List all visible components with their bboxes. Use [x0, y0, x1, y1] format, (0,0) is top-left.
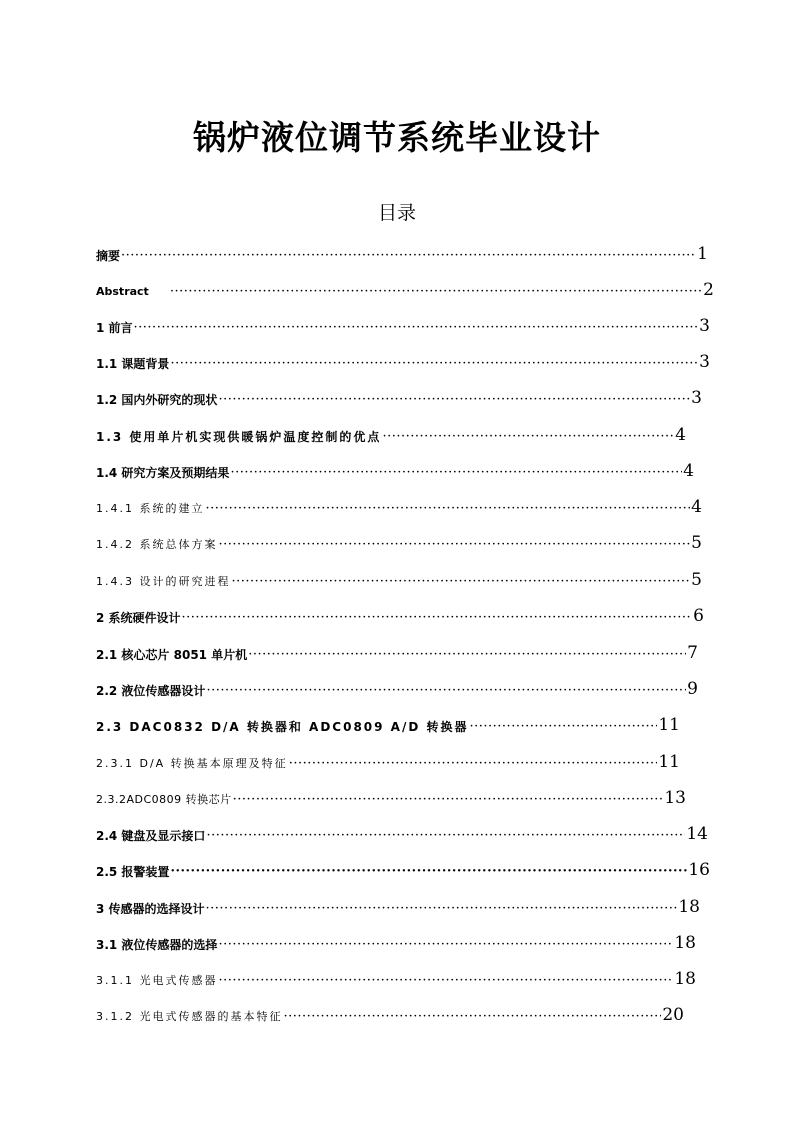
toc-entry-page: 3	[699, 352, 710, 372]
toc-entry[interactable]	[96, 566, 702, 590]
toc-leader	[170, 284, 702, 300]
toc-entry-page: 11	[658, 715, 680, 735]
toc-entry-page: 4	[675, 425, 686, 445]
toc-entry-label: 2.2 液位传感器设计	[96, 684, 206, 698]
toc-entry-label: 2.3 DAC0832 D/A 转换器和 ADC0809 A/D 转换器	[96, 720, 469, 734]
toc-entry-page: 13	[664, 788, 686, 808]
toc-entry-page: 3	[691, 388, 702, 408]
toc-entry-label: 1.4.3 设计的研究进程	[96, 575, 231, 588]
toc-entry[interactable]	[96, 493, 702, 517]
toc-leader	[170, 864, 687, 880]
toc-entry-label: 1.3 使用单片机实现供暖锅炉温度控制的优点	[96, 430, 382, 444]
toc-entry-label: 1.4 研究方案及预期结果	[96, 466, 230, 480]
toc-entry-label: 2.5 报警装置	[96, 865, 170, 879]
toc-entry-label: 3.1.1 光电式传感器	[96, 974, 218, 987]
toc-entry-label: 3.1 液位传感器的选择	[96, 938, 218, 952]
toc-leader	[170, 356, 698, 372]
toc-entry-label: 2.3.2ADC0809 转换芯片	[96, 793, 232, 806]
toc-leader	[470, 719, 658, 735]
toc-entry[interactable]	[96, 421, 686, 445]
toc-entry[interactable]	[96, 965, 696, 989]
toc-entry-page: 3	[699, 316, 710, 336]
toc-entry-label: 2.1 核心芯片 8051 单片机	[96, 648, 248, 662]
toc-leader	[248, 647, 686, 663]
toc-entry-page: 7	[687, 643, 698, 663]
toc-leader	[206, 828, 685, 844]
toc-leader	[219, 973, 674, 989]
toc-entry[interactable]	[96, 893, 700, 917]
toc-entry-page: 14	[686, 824, 708, 844]
toc-entry-label: 2.3.1 D/A 转换基本原理及特征	[96, 757, 288, 770]
toc-entry-label: 摘要	[96, 249, 121, 263]
toc-leader	[218, 937, 673, 953]
toc-entry-page: 4	[683, 461, 694, 481]
toc-entry-page: 18	[674, 933, 696, 953]
toc-entry[interactable]	[96, 384, 702, 408]
toc-entry-label: 3 传感器的选择设计	[96, 902, 205, 916]
toc-leader	[206, 501, 691, 517]
toc-entry[interactable]	[96, 312, 710, 336]
toc-entry[interactable]	[96, 675, 698, 699]
toc-entry[interactable]	[96, 529, 702, 553]
toc-entry-page: 20	[662, 1005, 684, 1025]
toc-leader	[233, 792, 664, 808]
toc-entry[interactable]	[96, 276, 714, 300]
toc-entry[interactable]	[96, 784, 686, 808]
toc-entry[interactable]	[96, 711, 680, 735]
toc-entry-label: 1 前言	[96, 321, 133, 335]
toc-leader	[284, 1009, 662, 1025]
toc-entry-page: 2	[703, 280, 714, 300]
toc-entry-label: 1.4.1 系统的建立	[96, 502, 205, 515]
toc-entry-page: 1	[697, 244, 708, 264]
toc-entry-page: 5	[691, 570, 702, 590]
toc-leader	[218, 392, 690, 408]
toc-entry-label: Abstract	[96, 285, 149, 298]
toc-leader	[289, 756, 658, 772]
toc-entry[interactable]	[96, 929, 696, 953]
toc-entry[interactable]	[96, 856, 710, 880]
toc-leader	[382, 429, 674, 445]
toc-leader	[206, 683, 686, 699]
toc-entry-label: 1.1 课题背景	[96, 357, 170, 371]
toc-entry[interactable]	[96, 748, 680, 772]
toc-entry-page: 4	[691, 497, 702, 517]
toc-entry-label: 3.1.2 光电式传感器的基本特征	[96, 1010, 283, 1023]
toc-leader	[219, 537, 691, 553]
toc-entry-page: 11	[658, 752, 680, 772]
toc-entry-page: 18	[678, 897, 700, 917]
toc-leader	[232, 574, 691, 590]
toc-leader	[182, 610, 693, 626]
toc-leader	[134, 320, 699, 336]
toc-entry[interactable]	[96, 457, 694, 481]
toc-entry-page: 9	[687, 679, 698, 699]
toc-heading: 目录	[377, 202, 416, 224]
toc-entry[interactable]	[96, 820, 708, 844]
toc-entry[interactable]	[96, 240, 708, 264]
toc-entry[interactable]	[96, 639, 698, 663]
toc-entry-label: 1.2 国内外研究的现状	[96, 393, 218, 407]
toc-entry[interactable]	[96, 602, 704, 626]
toc-leader	[230, 465, 682, 481]
toc-leader	[206, 901, 678, 917]
toc-entry[interactable]	[96, 1001, 684, 1025]
toc-entry-label: 1.4.2 系统总体方案	[96, 538, 218, 551]
toc-entry-label: 2 系统硬件设计	[96, 611, 181, 625]
toc-entry-page: 16	[688, 860, 710, 880]
toc-entry-page: 5	[691, 533, 702, 553]
toc-entry-page: 6	[693, 606, 704, 626]
toc-entry-page: 18	[674, 969, 696, 989]
document-title: 锅炉液位调节系统毕业设计	[193, 118, 601, 157]
toc-leader	[121, 248, 696, 264]
toc-entry[interactable]	[96, 348, 710, 372]
toc-entry-label: 2.4 键盘及显示接口	[96, 829, 206, 843]
